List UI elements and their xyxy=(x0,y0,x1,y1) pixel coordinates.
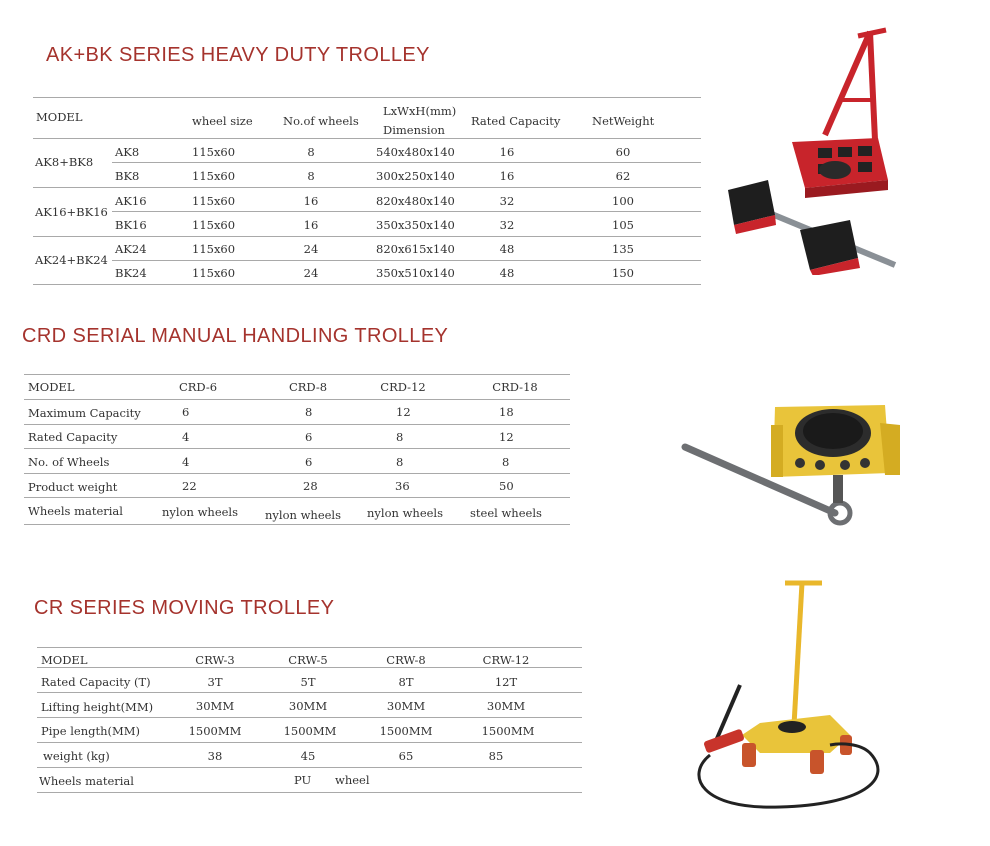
col-header-crd-8: CRD-8 xyxy=(288,380,328,394)
table-rule xyxy=(24,374,570,375)
col-header-model: MODEL xyxy=(28,380,75,394)
wheels-count-cell: 24 xyxy=(303,266,319,280)
value-cell: 1500MM xyxy=(481,724,535,738)
dimension-cell: 350x350x140 xyxy=(376,218,455,232)
value-cell: 3T xyxy=(207,675,223,689)
model-cell: BK16 xyxy=(115,218,147,232)
value-cell: 50 xyxy=(499,479,514,493)
wheel-size-cell: 115x60 xyxy=(192,169,236,183)
wheel-size-cell: 115x60 xyxy=(192,145,236,159)
value-cell: 4 xyxy=(182,455,190,469)
section1-title: AK+BK SERIES HEAVY DUTY TROLLEY xyxy=(46,44,430,66)
table-rule xyxy=(112,260,701,261)
row-label: Wheels material xyxy=(28,504,123,518)
value-cell: 12 xyxy=(499,430,514,444)
section2-title: CRD SERIAL MANUAL HANDLING TROLLEY xyxy=(22,325,449,347)
value-cell: 8 xyxy=(305,405,313,419)
table-rule xyxy=(33,236,701,237)
net-weight-cell: 100 xyxy=(612,194,634,208)
table-rule xyxy=(24,448,570,449)
table-rule xyxy=(37,767,582,768)
value-cell: 6 xyxy=(182,405,190,419)
table-rule xyxy=(33,138,701,139)
table-rule xyxy=(37,647,582,648)
value-cell: 1500MM xyxy=(283,724,337,738)
value-cell: 36 xyxy=(395,479,410,493)
dimension-cell: 540x480x140 xyxy=(376,145,455,159)
table-rule xyxy=(37,792,582,793)
col-header-wheel-size: wheel size xyxy=(192,114,253,128)
row-label: Maximum Capacity xyxy=(28,406,141,420)
wheel-size-cell: 115x60 xyxy=(192,242,236,256)
col-header-net-weight: NetWeight xyxy=(592,114,655,128)
table-rule xyxy=(37,692,582,693)
capacity-cell: 16 xyxy=(499,145,515,159)
wheels-count-cell: 16 xyxy=(303,194,319,208)
col-header-crw-12: CRW-12 xyxy=(482,653,530,667)
value-cell: 30MM xyxy=(386,699,426,713)
value-cell: 5T xyxy=(300,675,316,689)
table-rule xyxy=(112,162,701,163)
value-cell: 12 xyxy=(396,405,411,419)
wheels-count-cell: 8 xyxy=(307,169,315,183)
wheels-count-cell: 16 xyxy=(303,218,319,232)
row-label: No. of Wheels xyxy=(28,455,110,469)
value-cell: 6 xyxy=(305,430,313,444)
value-cell: 8 xyxy=(502,455,510,469)
value-cell: 6 xyxy=(305,455,313,469)
wheels-count-cell: 24 xyxy=(303,242,319,256)
value-cell: 30MM xyxy=(288,699,328,713)
value-cell: nylon wheels xyxy=(367,506,444,520)
model-cell: BK24 xyxy=(115,266,147,280)
row-label: Product weight xyxy=(28,480,118,494)
net-weight-cell: 60 xyxy=(615,145,631,159)
net-weight-cell: 62 xyxy=(615,169,631,183)
table-rule xyxy=(37,667,582,668)
yellow-manual-trolley-image xyxy=(675,395,915,535)
capacity-cell: 48 xyxy=(499,266,515,280)
table-rule xyxy=(24,424,570,425)
value-cell: 38 xyxy=(207,749,223,763)
capacity-cell: 32 xyxy=(499,218,515,232)
table-rule xyxy=(24,497,570,498)
col-header-dimension-line1: LxWxH(mm) xyxy=(383,104,457,118)
value-cell: 1500MM xyxy=(379,724,433,738)
col-header-crd-18: CRD-18 xyxy=(492,380,538,394)
value-cell: 30MM xyxy=(486,699,526,713)
wheels-count-cell: 8 xyxy=(307,145,315,159)
value-cell: 1500MM xyxy=(188,724,242,738)
col-header-crd-6: CRD-6 xyxy=(178,380,218,394)
row-label: weight (kg) xyxy=(43,749,110,763)
value-cell: 30MM xyxy=(195,699,235,713)
net-weight-cell: 150 xyxy=(612,266,634,280)
value-cell: 8T xyxy=(398,675,414,689)
row-label: Wheels material xyxy=(39,774,134,788)
capacity-cell: 16 xyxy=(499,169,515,183)
group-label: AK8+BK8 xyxy=(35,155,94,169)
dimension-cell: 820x615x140 xyxy=(376,242,455,256)
capacity-cell: 48 xyxy=(499,242,515,256)
red-trolley-image xyxy=(710,20,910,275)
col-header-model: MODEL xyxy=(36,110,83,124)
value-cell: 8 xyxy=(396,455,404,469)
col-header-rated-capacity: Rated Capacity xyxy=(471,114,561,128)
row-label: Rated Capacity xyxy=(28,430,118,444)
col-header-model: MODEL xyxy=(41,653,88,667)
value-cell: nylon wheels xyxy=(162,505,239,519)
value-cell: steel wheels xyxy=(470,506,542,520)
col-header-crw-3: CRW-3 xyxy=(195,653,235,667)
row-label: Lifting height(MM) xyxy=(41,700,154,714)
dimension-cell: 820x480x140 xyxy=(376,194,455,208)
value-cell: 22 xyxy=(182,479,197,493)
table-rule xyxy=(112,211,701,212)
table-rule xyxy=(33,284,701,285)
table-rule xyxy=(24,524,570,525)
col-header-crd-12: CRD-12 xyxy=(380,380,426,394)
value-cell: 18 xyxy=(499,405,514,419)
col-header-crw-5: CRW-5 xyxy=(288,653,328,667)
table-rule xyxy=(33,97,701,98)
col-header-dimension-line2: Dimension xyxy=(383,123,445,137)
dimension-cell: 350x510x140 xyxy=(376,266,455,280)
table-rule xyxy=(24,473,570,474)
value-cell: 65 xyxy=(398,749,414,763)
table-rule xyxy=(24,399,570,400)
capacity-cell: 32 xyxy=(499,194,515,208)
net-weight-cell: 105 xyxy=(612,218,634,232)
group-label: AK24+BK24 xyxy=(35,253,108,267)
model-cell: AK8 xyxy=(115,145,140,159)
value-cell: 8 xyxy=(396,430,404,444)
table-rule xyxy=(37,717,582,718)
model-cell: AK24 xyxy=(115,242,147,256)
value-cell: 45 xyxy=(300,749,316,763)
section3-title: CR SERIES MOVING TROLLEY xyxy=(34,597,335,619)
value-cell: 4 xyxy=(182,430,190,444)
yellow-hydraulic-trolley-image xyxy=(690,575,890,815)
col-header-crw-8: CRW-8 xyxy=(386,653,426,667)
wheel-size-cell: 115x60 xyxy=(192,266,236,280)
wheel-size-cell: 115x60 xyxy=(192,194,236,208)
wheel-size-cell: 115x60 xyxy=(192,218,236,232)
dimension-cell: 300x250x140 xyxy=(376,169,455,183)
table-rule xyxy=(33,187,701,188)
col-header-no-wheels: No.of wheels xyxy=(283,114,359,128)
net-weight-cell: 135 xyxy=(612,242,634,256)
model-cell: BK8 xyxy=(115,169,140,183)
row-label: Pipe length(MM) xyxy=(41,724,141,738)
table-rule xyxy=(37,742,582,743)
model-cell: AK16 xyxy=(115,194,147,208)
value-cell: PU xyxy=(294,773,312,787)
value-cell: nylon wheels xyxy=(265,508,342,522)
row-label: Rated Capacity (T) xyxy=(41,675,151,689)
value-cell: wheel xyxy=(335,773,370,787)
value-cell: 85 xyxy=(488,749,504,763)
value-cell: 12T xyxy=(494,675,518,689)
value-cell: 28 xyxy=(303,479,318,493)
group-label: AK16+BK16 xyxy=(35,205,108,219)
